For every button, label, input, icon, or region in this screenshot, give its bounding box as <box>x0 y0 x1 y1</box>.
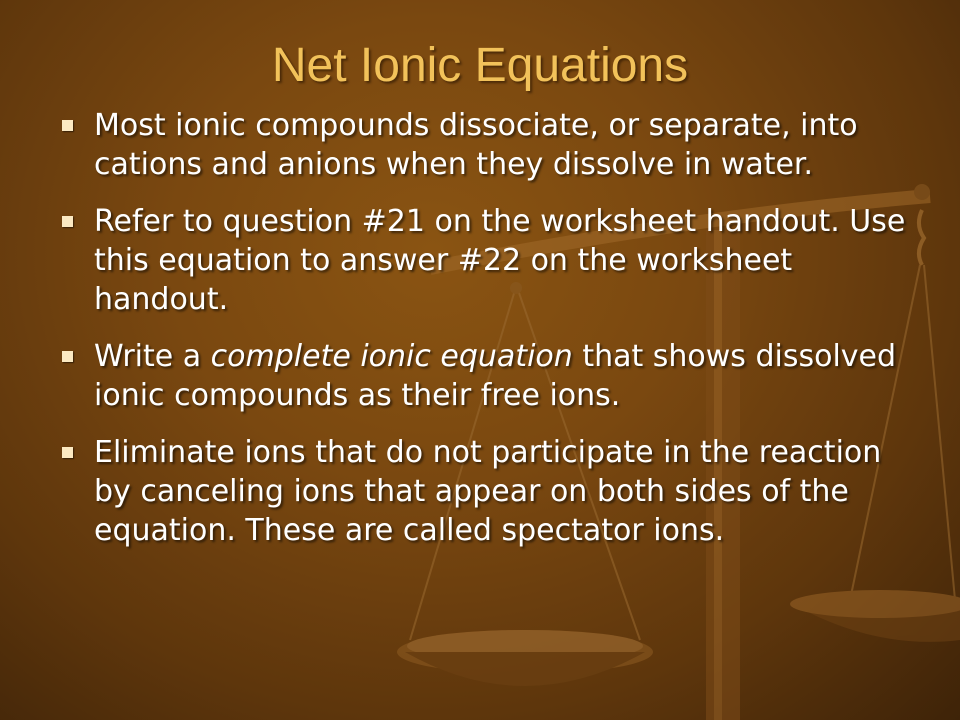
square-bullet-icon <box>62 216 73 227</box>
bullet-text: Eliminate ions that do not participate in the reaction by canceling ions that appear on both sides of the equation. These are called spectator ions. <box>94 435 882 548</box>
square-bullet-icon <box>62 120 73 131</box>
bullet-text: Refer to question #21 on the worksheet handout. Use this equation to answer #22 on the worksheet handout. <box>94 204 906 317</box>
slide-title: Net Ionic Equations <box>271 39 689 92</box>
bullet-item <box>60 433 910 550</box>
bullet-text: Most ionic compounds dissociate, or separate, into cations and anions when they dissolve in water. <box>94 108 858 182</box>
bullet-text-after: that shows dissolved ionic compounds as their free ions. <box>94 339 897 413</box>
bullet-item <box>60 202 910 319</box>
bullet-item <box>60 337 910 415</box>
bullet-item <box>60 106 910 184</box>
square-bullet-icon <box>62 351 73 362</box>
square-bullet-icon <box>62 447 73 458</box>
bullet-text-emphasis: complete ionic equation <box>210 339 573 374</box>
bullet-text-before: Write a <box>94 339 211 374</box>
bullet-list <box>60 106 910 568</box>
